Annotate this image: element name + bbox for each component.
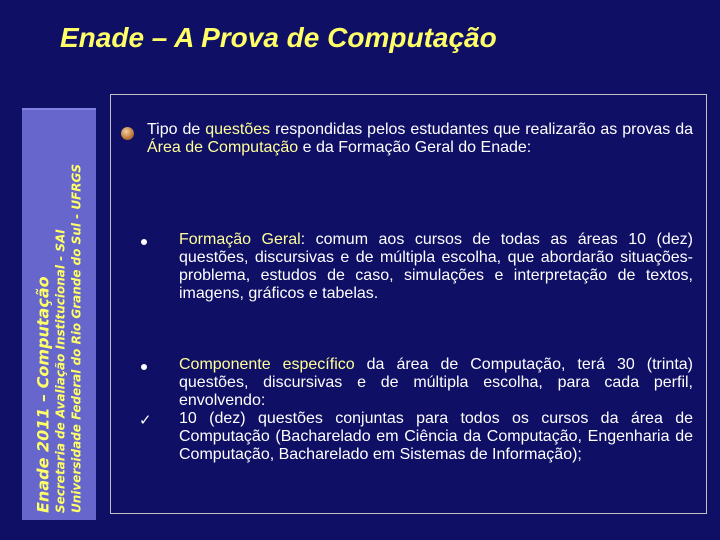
item-text: : comum aos cursos de todas as áreas 10 (dez) questões, discursivas e de múltipla escolha, que abordarão situações-problema, estudos de caso, simulações e interpretação de textos, imagens, gráficos e tabelas. (179, 231, 693, 302)
dot-bullet-icon (141, 239, 147, 245)
sidebar-text (34, 113, 85, 513)
list-item-questoes-conjuntas: 10 (dez) questões conjuntas para todos os cursos da área de Computação (Bacharelado em Ciência da Computação, Engenharia de Computação, Bacharelado em Sistemas de Informação); (179, 410, 693, 463)
item-text: da área de Computação, terá 30 (trinta) questões, discursivas e de múltipla escolha, para cada perfil, envolvendo: (179, 356, 693, 409)
sidebar-line-3: Universidade Federal do Rio Grande do Sul - UFRGS (69, 164, 84, 513)
lead-text-1: Tipo de (147, 121, 206, 138)
checkmark-icon: ✓ (139, 411, 152, 429)
lead-text-3: e da Formação Geral do Enade: (298, 139, 532, 156)
slide-title: Enade – A Prova de Computação (60, 22, 497, 53)
lead-highlight-area: Área de Computação (147, 139, 299, 156)
lead-text-2: respondidas pelos estudantes que realizarão as provas da (270, 121, 694, 138)
content-box (110, 94, 707, 514)
list-item-componente-especifico (179, 356, 693, 410)
sidebar-line-2: Secretaria de Avaliação Institucional - SAI (53, 229, 68, 513)
bullet-icon (121, 127, 134, 140)
dot-bullet-icon (141, 364, 147, 370)
lead-paragraph (147, 121, 693, 157)
item-highlight: Formação Geral (179, 231, 301, 248)
sidebar-line-1: Enade 2011 – Computação (33, 276, 53, 513)
lead-highlight-questoes: questões (205, 121, 271, 138)
item-highlight: Componente específico (179, 356, 355, 373)
list-item-formacao-geral (179, 231, 693, 303)
